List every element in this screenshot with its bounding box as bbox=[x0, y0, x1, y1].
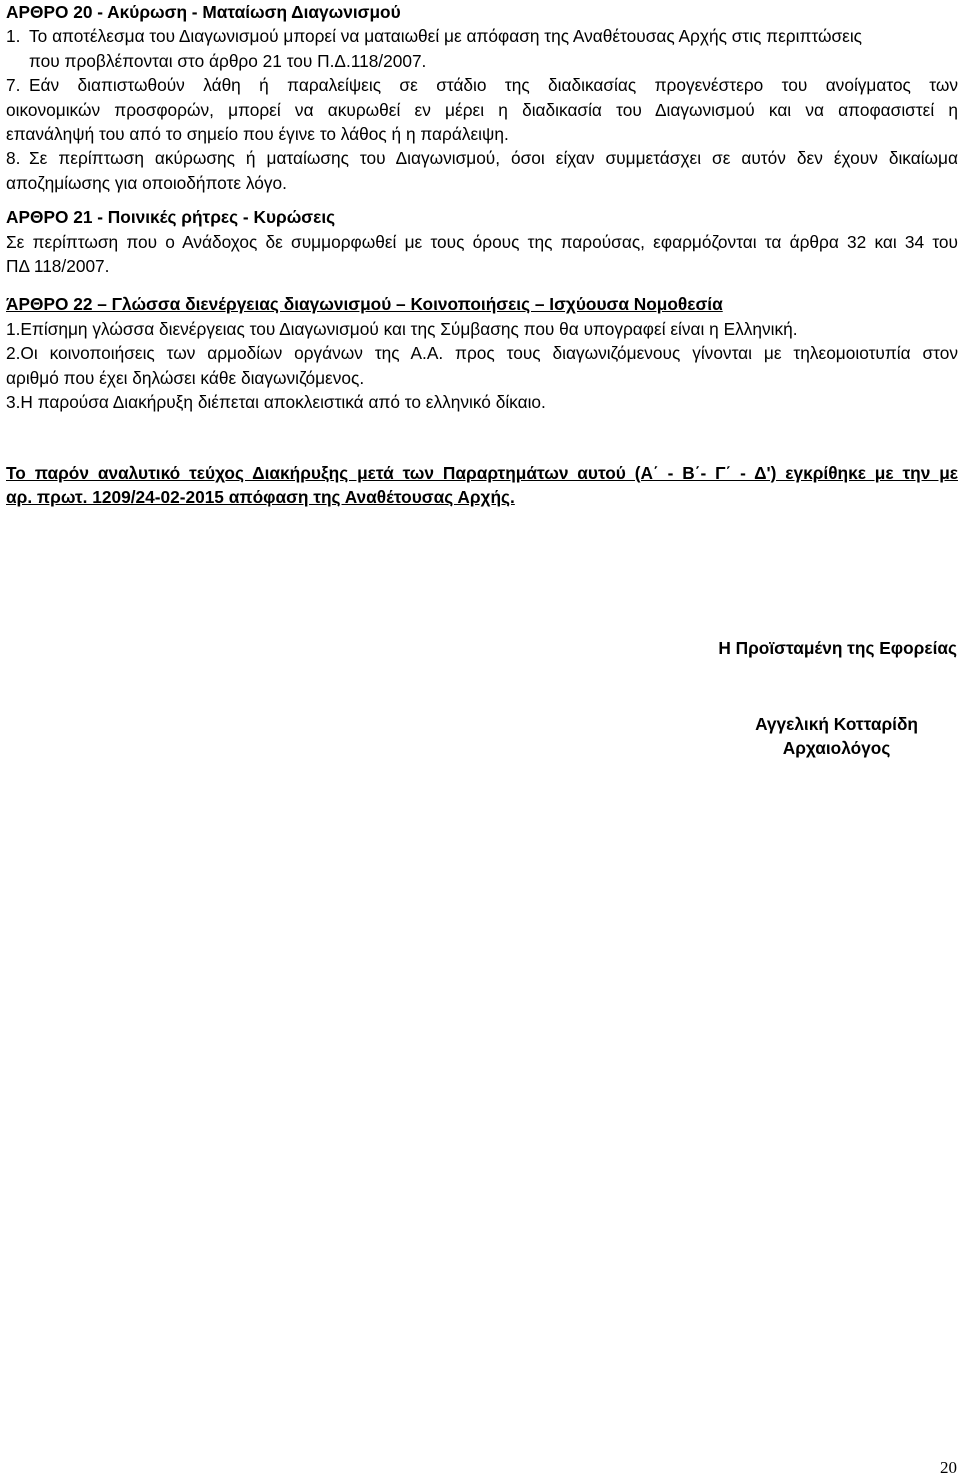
paragraph-line: οικονομικών προσφορών, μπορεί να ακυρωθεί εν μέρει η διαδικασία του Διαγωνισμού και να αποφασιστεί η bbox=[6, 99, 958, 120]
approval-statement bbox=[6, 461, 958, 485]
approval-line-2: αρ. πρωτ. 1209/24-02-2015 απόφαση της Αναθέτουσας Αρχής. bbox=[6, 486, 515, 507]
article-22-item-1: 1.Επίσημη γλώσσα διενέργειας του Διαγωνισμού και της Σύμβασης που θα υπογραφεί είναι η Ελληνική. bbox=[6, 318, 798, 339]
paragraph-line: αριθμό που έχει δηλώσει κάθε διαγωνιζόμενος. bbox=[6, 367, 365, 388]
page-number: 20 bbox=[940, 1458, 957, 1477]
article-22-item-3: 3.Η παρούσα Διακήρυξη διέπεται αποκλειστικά από το ελληνικό δίκαιο. bbox=[6, 392, 546, 413]
paragraph-line: επανάληψή του από το σημείο που έγινε το λάθος ή η παράλειψη. bbox=[6, 124, 509, 145]
signatory-role: Η Προϊσταμένη της Εφορείας bbox=[718, 638, 957, 658]
signatory-block bbox=[755, 712, 918, 761]
document-page bbox=[6, 0, 958, 509]
paragraph-line: Σε περίπτωση ακύρωσης ή ματαίωσης του Διαγωνισμού, όσοι είχαν συμμετάσχει σε αυτόν δεν έχουν δικαίωμα bbox=[29, 148, 958, 169]
article-22-title bbox=[6, 292, 958, 316]
paragraph-line: Το αποτέλεσμα του Διαγωνισμού μπορεί να ματαιωθεί με απόφαση της Αναθέτουσας Αρχής στις περιπτώσεις bbox=[29, 26, 862, 47]
paragraph-line: που προβλέπονται στο άρθρο 21 του Π.Δ.118/2007. bbox=[29, 50, 427, 71]
approval-line-1: Το παρόν αναλυτικό τεύχος Διακήρυξης μετά των Παραρτημάτων αυτού (Α΄ - Β΄- Γ΄ - Δ') εγκρίθηκε με την με bbox=[6, 462, 958, 483]
article-21-title: ΑΡΘΡΟ 21 - Ποινικές ρήτρες - Κυρώσεις bbox=[6, 207, 336, 228]
paragraph-number: 1. bbox=[6, 26, 21, 47]
signatory-name: Αγγελική Κοτταρίδη bbox=[755, 714, 918, 734]
paragraph-number: 8. bbox=[6, 148, 21, 169]
article-20-paragraph-1 bbox=[6, 24, 958, 73]
paragraph-line: ΠΔ 118/2007. bbox=[6, 256, 110, 277]
approval-statement-end bbox=[6, 485, 958, 509]
paragraph-number: 7. bbox=[6, 75, 21, 96]
article-22-item-2: 2.Οι κοινοποιήσεις των αρμοδίων οργάνων της Α.Α. προς τους διαγωνιζόμενους γίνονται με τηλεομοιοτυπία στον bbox=[6, 343, 958, 364]
article-20-paragraph-8 bbox=[6, 146, 958, 170]
article-22-title-text: ΆΡΘΡΟ 22 – Γλώσσα διενέργειας διαγωνισμού – Κοινοποιήσεις – Ισχύουσα Νομοθεσία bbox=[6, 294, 723, 315]
signatory-title: Αρχαιολόγος bbox=[782, 738, 891, 759]
article-20-title: ΑΡΘΡΟ 20 - Ακύρωση - Ματαίωση Διαγωνισμού bbox=[6, 2, 401, 22]
paragraph-line: Εάν διαπιστωθούν λάθη ή παραλείψεις σε στάδιο της διαδικασίας προγενέστερο του ανοίγματος των bbox=[29, 75, 958, 96]
article-20-paragraph-7 bbox=[6, 73, 958, 97]
paragraph-line: αποζημίωσης για οποιοδήποτε λόγο. bbox=[6, 172, 287, 193]
paragraph-line: Σε περίπτωση που ο Ανάδοχος δε συμμορφωθεί με τους όρους της παρούσας, εφαρμόζονται τα άρθρα 32 και 34 του bbox=[6, 231, 958, 252]
